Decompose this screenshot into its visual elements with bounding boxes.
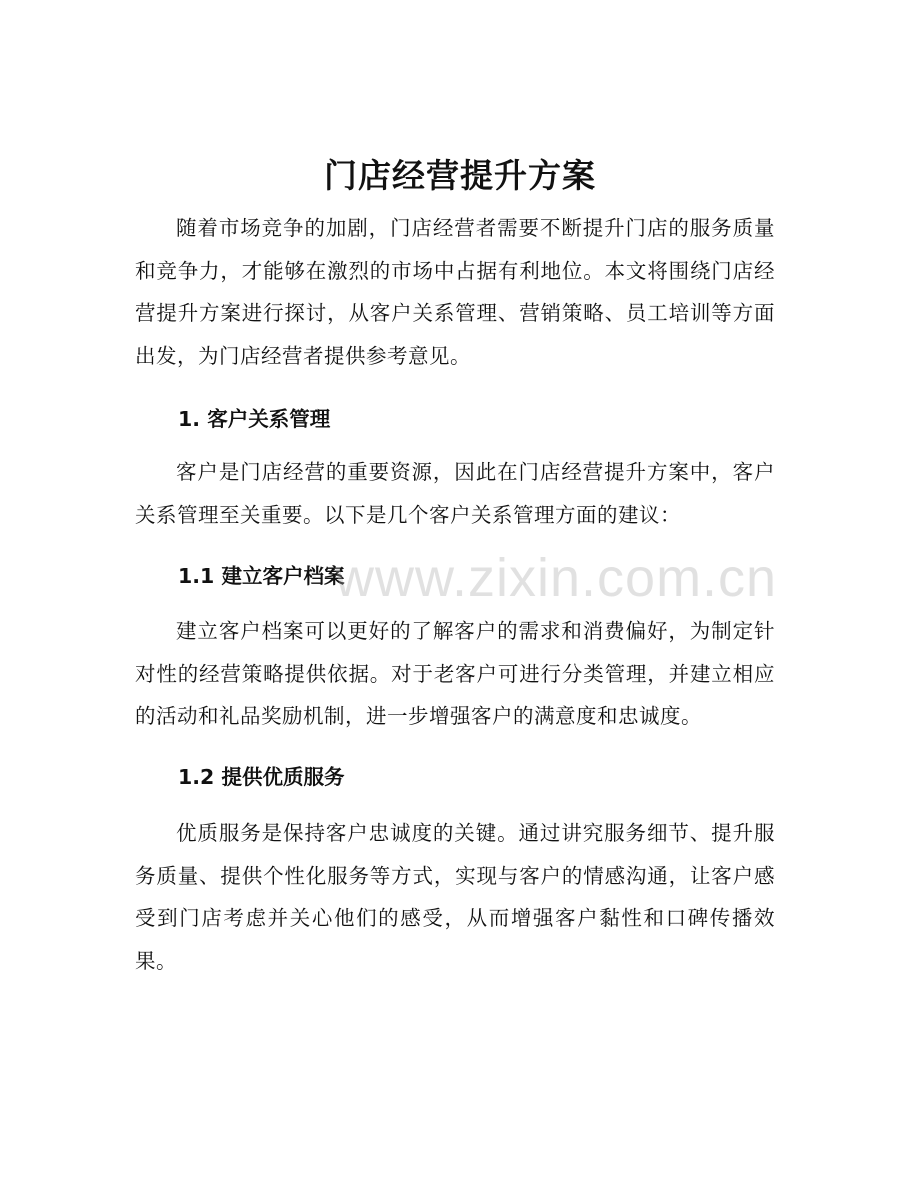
watermark: www.zixin.com.cn [335, 548, 778, 608]
section-1-2-heading: 1.2 提供优质服务 [178, 765, 345, 789]
section-1-1-heading: 1.1 建立客户档案 [178, 564, 345, 588]
section-1-heading: 1. 客户关系管理 [178, 407, 331, 431]
intro-paragraph: 随着市场竞争的加剧，门店经营者需要不断提升门店的服务质量和竞争力，才能够在激烈的市场中占据有利地位。本文将围绕门店经营提升方案进行探讨，从客户关系管理、营销策略、员工培训等方面出发，为门店经营者提供参考意见。 [135, 216, 775, 368]
section-1-2-paragraph: 优质服务是保持客户忠诚度的关键。通过讲究服务细节、提升服务质量、提供个性化服务等方式，实现与客户的情感沟通，让客户感受到门店考虑并关心他们的感受，从而增强客户黏性和口碑传播效果。 [135, 821, 775, 973]
document-title: 门店经营提升方案 [324, 156, 596, 195]
section-1-paragraph: 客户是门店经营的重要资源，因此在门店经营提升方案中，客户关系管理至关重要。以下是几个客户关系管理方面的建议： [135, 460, 775, 527]
section-1-1-paragraph: 建立客户档案可以更好的了解客户的需求和消费偏好，为制定针对性的经营策略提供依据。对于老客户可进行分类管理，并建立相应的活动和礼品奖励机制，进一步增强客户的满意度和忠诚度。 [135, 619, 775, 728]
